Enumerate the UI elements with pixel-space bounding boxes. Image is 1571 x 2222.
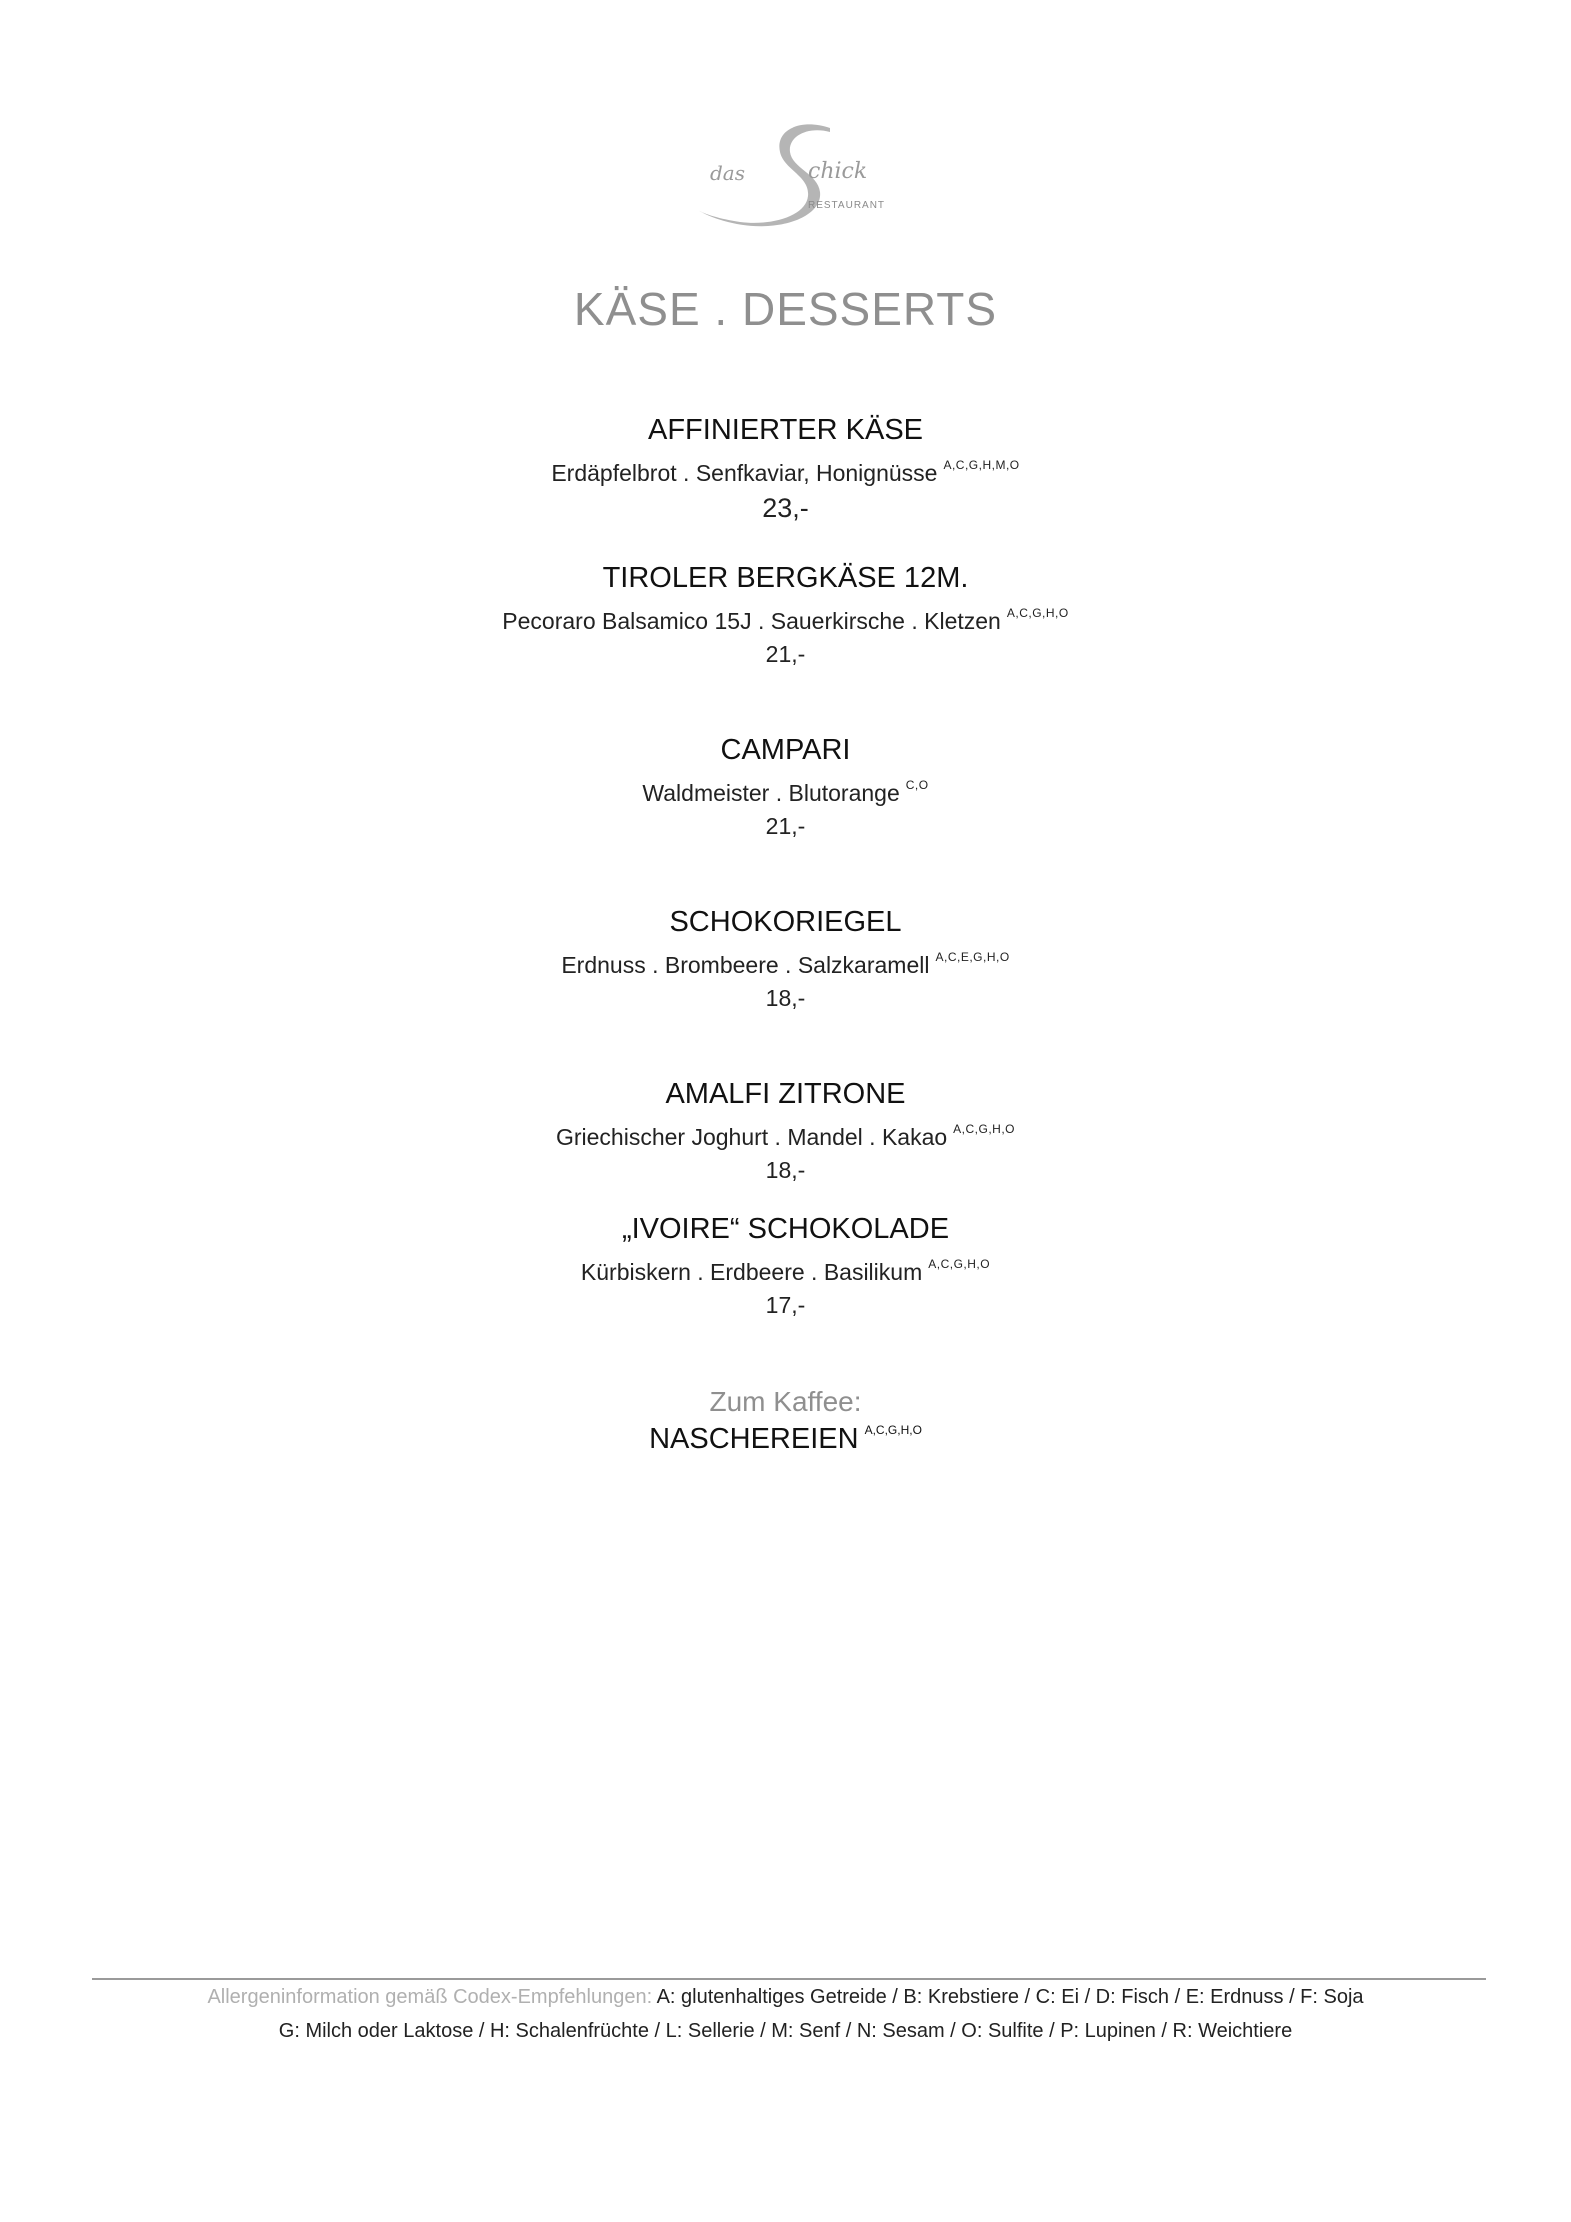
page-title: KÄSE . DESSERTS bbox=[573, 283, 998, 335]
allergen-intro: Allergeninformation gemäß Codex-Empfehlungen: bbox=[207, 1986, 653, 2008]
item-price: 17,- bbox=[765, 1292, 806, 1318]
svg-text:das: das bbox=[710, 161, 745, 185]
menu-item bbox=[0, 904, 1571, 1014]
menu-item bbox=[0, 412, 1571, 526]
item-name: TIROLER BERGKÄSE 12M. bbox=[602, 562, 969, 594]
allergen-codes: A,C,G,H,M,O bbox=[943, 458, 1020, 472]
item-description: Waldmeister . Blutorange $^{C,O}$ bbox=[642, 778, 929, 806]
item-price: 21,- bbox=[765, 641, 806, 667]
logo-s-mark bbox=[680, 118, 900, 230]
item-price: 18,- bbox=[765, 985, 806, 1011]
item-name: SCHOKORIEGEL bbox=[669, 906, 902, 938]
allergen-footer bbox=[0, 1978, 1571, 2050]
menu-item bbox=[0, 1076, 1571, 1186]
coffee-label: Zum Kaffee: bbox=[709, 1386, 862, 1417]
item-description: Erdnuss . Brombeere . Salzkaramell $^{A,C,E,G,H,O}$ bbox=[561, 950, 1010, 978]
allergen-line-2: G: Milch oder Laktose / H: Schalenfrüchte / L: Sellerie / M: Senf / N: Sesam / O: Sulfite / P: Lupinen / R: Weichtiere bbox=[278, 2020, 1293, 2042]
allergen-codes: C,O bbox=[905, 778, 929, 792]
item-description: Erdäpfelbrot . Senfkaviar, Honignüsse $^{A,C,G,H,M,O}$ bbox=[551, 458, 1020, 486]
restaurant-logo bbox=[680, 118, 900, 230]
svg-text:chick: chick bbox=[808, 159, 868, 184]
item-description: Griechischer Joghurt . Mandel . Kakao $^{A,C,G,H,O}$ bbox=[555, 1122, 1016, 1150]
item-price: 18,- bbox=[765, 1157, 806, 1183]
allergen-codes: A,C,G,H,O bbox=[928, 1257, 991, 1271]
allergen-codes: A,C,G,H,O bbox=[953, 1122, 1016, 1136]
item-price: 23,- bbox=[762, 493, 809, 523]
logo-subtext: RESTAURANT bbox=[808, 200, 886, 211]
menu-item bbox=[0, 560, 1571, 670]
item-name: AFFINIERTER KÄSE bbox=[647, 414, 924, 446]
item-description: Pecoraro Balsamico 15J . Sauerkirsche . Kletzen $^{A,C,G,H,O}$ bbox=[502, 606, 1069, 634]
menu-item bbox=[0, 1211, 1571, 1321]
item-name: CAMPARI bbox=[720, 734, 851, 766]
allergen-line-1: Allergeninformation gemäß Codex-Empfehlungen: A: glutenhaltiges Getreide / B: Krebstiere / C: Ei / D: Fisch / E: Erdnuss / F: Soja bbox=[207, 1986, 1364, 2008]
item-name: „IVOIRE“ SCHOKOLADE bbox=[621, 1213, 950, 1245]
item-price: 21,- bbox=[765, 813, 806, 839]
allergen-codes: A,C,E,G,H,O bbox=[935, 950, 1010, 964]
menu-item bbox=[0, 732, 1571, 842]
allergen-codes: A,C,G,H,O bbox=[864, 1423, 922, 1437]
allergen-codes: A,C,G,H,O bbox=[1006, 606, 1069, 620]
item-description: Kürbiskern . Erdbeere . Basilikum $^{A,C,G,H,O}$ bbox=[580, 1257, 991, 1285]
item-name: AMALFI ZITRONE bbox=[665, 1078, 906, 1110]
coffee-item-name: NASCHEREIEN $^{A,C,G,H,O}$ bbox=[649, 1423, 922, 1455]
